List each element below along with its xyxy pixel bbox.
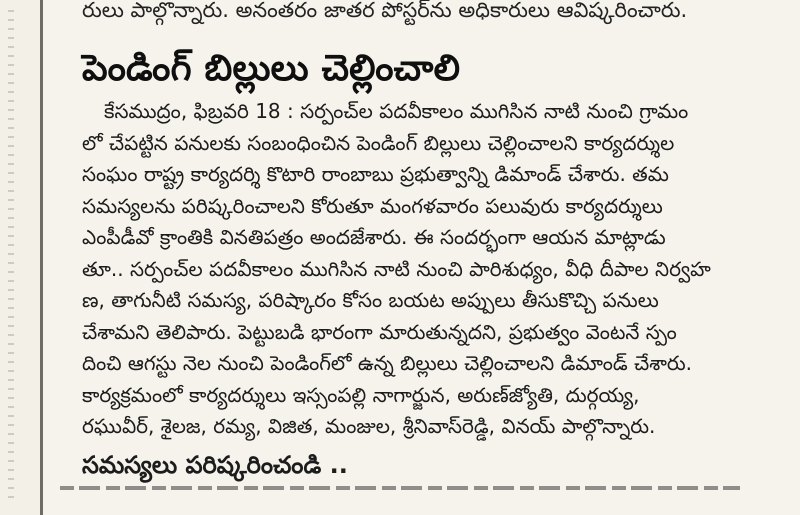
cut-off-text-line [40,484,740,515]
body-line: కేసముద్రం, ఫిబ్రవరి 18 : సర్పంచ్‌ల పదవీకాలం ముగిసిన నాటి నుంచి గ్రామం [104,99,689,123]
body-line: తూ.. సర్పంచ్‌ల పదవీకాలం ముగిసిన నాటి నుంచి పారిశుధ్యం, వీధి దీపాల నిర్వహ [82,256,711,281]
newspaper-article [82,0,772,515]
body-line: లో చేపట్టిన పనులకు సంబంధించిన పెండింగ్‌ బిల్లులు చెల్లించాలని కార్యదర్శుల [82,130,675,155]
article-headline: పెండింగ్‌ బిల్లులు చెల్లించాలి [82,48,461,89]
body-line: చేశామని తెలిపారు. పెట్టుబడి భారంగా మారుతున్నదని, ప్రభుత్వం వెంటనే స్పం [82,319,677,344]
article-subheading: సమస్యలు పరిష్కరించండి .. [82,451,348,479]
body-line: రఘువీర్‌, శైలజ, రమ్య, విజిత, మంజుల, శ్రీనివాస్‌రెడ్డి, వినయ్‌ పాల్గొన్నారు. [82,414,656,438]
body-line: ణ, తాగునీటి సమస్య, పరిష్కారం కోసం బయట అప్పులు తీసుకొచ్చి పనులు [82,288,659,312]
body-line: సంఘం రాష్ట్ర కార్యదర్శి కొటారి రాంబాబు ప్రభుత్వాన్ని డిమాండ్‌ చేశారు. తమ [82,162,669,186]
body-line: దించి ఆగస్టు నెల నుంచి పెండింగ్‌లో ఉన్న బిల్లులు చెల్లించాలని డిమాండ్‌ చేశారు. [82,351,693,375]
article-body [82,96,772,443]
body-line: సమస్యలను పరిష్కరించాలని కోరుతూ మంగళవారం పలువురు కార్యదర్శులు [82,193,663,218]
body-line: కార్యక్రమంలో కార్యదర్శులు ఇస్సంపల్లి నాగార్జున, అరుణ్‌జ్యోతి, దుర్గయ్య, [82,382,640,407]
left-page-margin [0,0,40,515]
margin-print-grain [8,10,14,505]
body-line: ఎంపీడీవో క్రాంతికి వినతిపత్రం అందజేశారు. ఈ సందర్భంగా ఆయన మాట్లాడు [82,225,666,249]
column-divider [40,0,43,515]
previous-article-last-line: రులు పాల్గొన్నారు. అనంతరం జాతర పోస్టర్‌ను అధికారులు ఆవిష్కరించారు. [82,0,688,22]
cut-off-text-ink [60,486,740,490]
